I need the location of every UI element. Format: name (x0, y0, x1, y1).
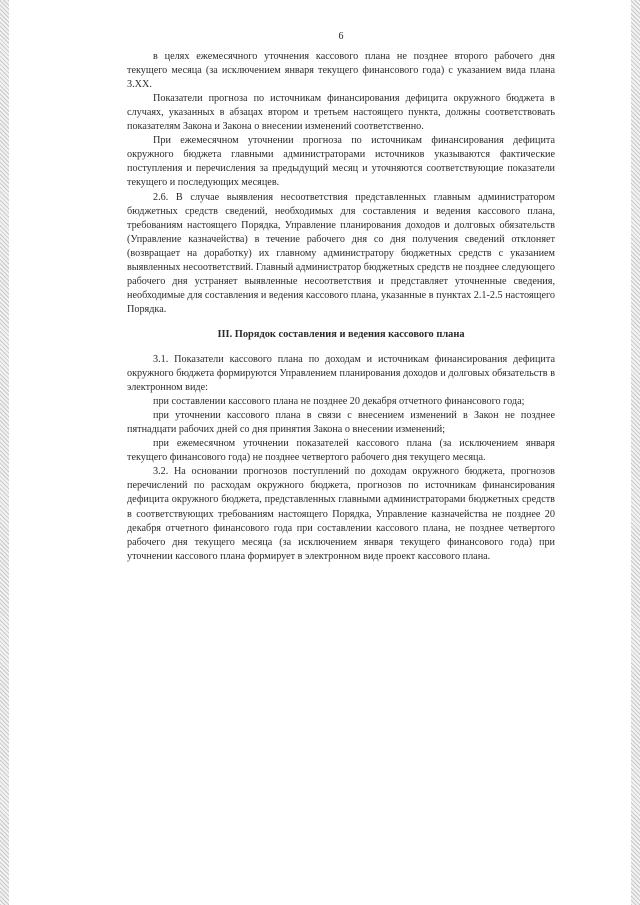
paragraph-monthly-update: в целях ежемесячного уточнения кассового плана не позднее второго рабочего дня текущего месяца (за исключением января текущего финансового года) с указанием вида плана 3.XX. (127, 51, 555, 91)
paragraph-monthly-forecast-refinement: При ежемесячном уточнении прогноза по источникам финансирования дефицита окружного бюджета главными администраторами источников указываются фактические поступления и перечисления за предыдущий месяц и уточняются соответствующие показатели текущего и последующих месяцев. (127, 135, 555, 189)
paragraph-3-1-drafting: при составлении кассового плана не позднее 20 декабря отчетного финансового года; (153, 396, 525, 408)
paragraph-3-2-draft-plan: 3.2. На основании прогнозов поступлений по доходам окружного бюджета, прогнозов перечислений по расходам окружного бюджета, прогнозов по источникам финансирования дефицита окружного бюджета, представленных главными администраторами бюджетных средств в соответствующих требованиям настоящего Порядка, Управление казначейства не позднее 20 декабря отчетного финансового года при составлении кассового плана, не позднее четвертого рабочего дня текущего месяца (за исключением января текущего финансового года) при уточнении кассового плана формирует в электронном виде проект кассового плана. (127, 466, 555, 562)
paragraph-3-1-intro: 3.1. Показатели кассового плана по доходам и источникам финансирования дефицита окружного бюджета формируются Управлением планирования доходов и долговых обязательств в электронном виде: (127, 353, 555, 394)
paragraph-3-1-monthly: при ежемесячном уточнении показателей кассового плана (за исключением января текущего финансового года) не позднее четвертого рабочего дня текущего месяца. (127, 438, 555, 464)
paragraph-2-6-nonconformity: 2.6. В случае выявления несоответствия представленных главным администратором бюджетных средств сведений, необходимых для составления и ведения кассового плана, требованиям настоящего Порядка, Управление планирования доходов и долговых обязательств (Управление казначейства) в течение рабочего дня со дня получения сведений отклоняет (возвращает на доработку) их главному администратору бюджетных средств с указанием выявленных несоответствий. Главный администратор бюджетных средств не позднее следующего рабочего дня устраняет выявленные несоответствия и представляет уточненные сведения, необходимые для составления и ведения кассового плана, указанные в пунктах 2.1-2.5 настоящего Порядка. (127, 191, 555, 315)
scan-border-left (0, 0, 9, 905)
page-number: 6 (338, 31, 344, 42)
paragraph-forecast-compliance: Показатели прогноза по источникам финансирования дефицита окружного бюджета в случаях, указанных в абзацах втором и третьем настоящего пункта, должны соответствовать показателям Закона и Закона о внесении изменений соответственно. (127, 93, 555, 133)
section-heading-iii: III. Порядок составления и ведения кассового плана (217, 328, 465, 340)
paragraph-3-1-law-amendment: при уточнении кассового плана в связи с внесением изменений в Закон не позднее пятнадцати рабочих дней со дня принятия Закона о внесении изменений; (127, 410, 555, 436)
scan-border-right (631, 0, 640, 905)
document-page (127, 30, 555, 564)
